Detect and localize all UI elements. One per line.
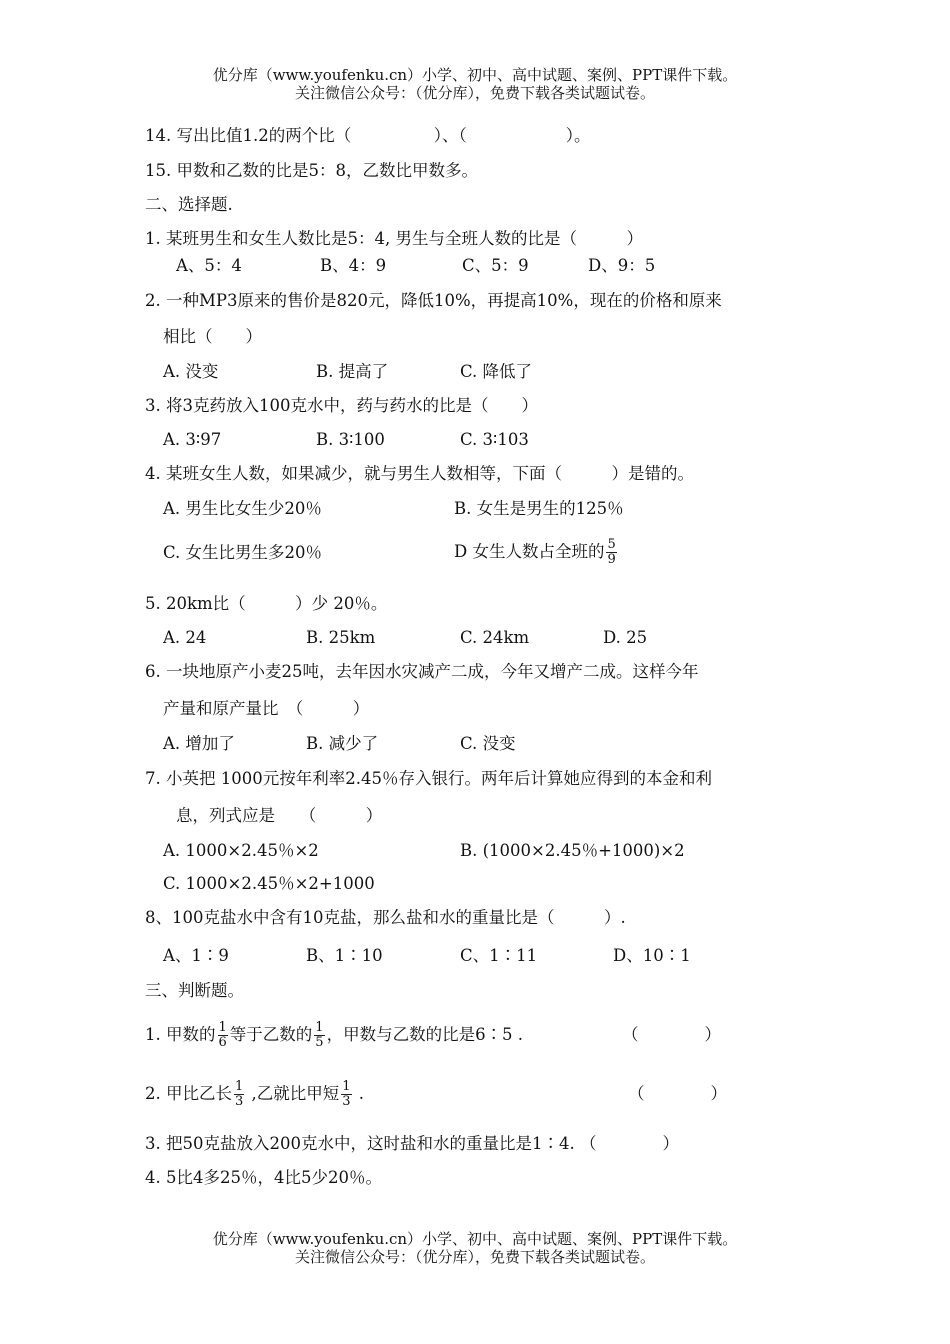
section-title-judge: 三、判断题。 [145, 981, 244, 1000]
choice-q5-option-c: C. 24km [460, 628, 530, 647]
judge-q1 [145, 1015, 523, 1055]
fraction-numerator: 1 [315, 1020, 324, 1035]
page-header [0, 66, 950, 102]
choice-q5-stem: 5. 20km比（ ）少 20％。 [145, 594, 388, 613]
fraction-denominator: 3 [342, 1094, 351, 1109]
judge-q2-text-2: ,乙就比甲短 [246, 1084, 340, 1103]
choice-q2-option-b: B. 提高了 [316, 362, 389, 381]
judge-q2-text-3: . [353, 1084, 365, 1103]
fraction-denominator: 9 [607, 552, 616, 567]
fraction-numerator: 1 [342, 1079, 351, 1094]
question-15: 15. 甲数和乙数的比是5：8，乙数比甲数多。 [145, 161, 478, 180]
fraction-denominator: 6 [218, 1035, 227, 1050]
fraction-numerator: 1 [235, 1079, 244, 1094]
page-footer [0, 1230, 950, 1266]
choice-q6-option-b: B. 减少了 [306, 734, 379, 753]
choice-q7-option-a: A. 1000×2.45％×2 [163, 841, 319, 860]
choice-q8-option-c: C、1∶11 [460, 946, 538, 965]
choice-q1-option-a: A、5：4 [176, 256, 242, 275]
choice-q2-stem: 2. 一种MP3原来的售价是820元，降低10%，再提高10%，现在的价格和原来 [145, 291, 722, 310]
choice-q1-option-b: B、4：9 [320, 256, 387, 275]
judge-q2-answer-blank: （ ） [628, 1084, 727, 1103]
choice-q1-stem: 1. 某班男生和女生人数比是5：4, 男生与全班人数的比是（ ） [145, 229, 643, 248]
judge-q4: 4. 5比4多25％，4比5少20％。 [145, 1168, 382, 1187]
choice-q7-stem-cont: 息，列式应是 （ ） [176, 806, 383, 825]
choice-q5-option-d: D. 25 [603, 628, 648, 647]
judge-q1-text-1: 1. 甲数的 [145, 1025, 216, 1044]
fraction-one-fifth [314, 1021, 324, 1050]
fraction-five-ninths [606, 538, 616, 567]
choice-q6-stem: 6. 一块地原产小麦25吨，去年因水灾减产二成，今年又增产二成。这样今年 [145, 662, 699, 681]
section-title-choice: 二、选择题. [145, 195, 233, 214]
question-14: 14. 写出比值1.2的两个比（ ）、（ ）。 [145, 126, 591, 145]
judge-q1-text-2: 等于乙数的 [229, 1025, 313, 1044]
header-line-1: 优分库（www.youfenku.cn）小学、初中、高中试题、案例、PPT课件下载。 [212, 66, 738, 84]
fraction-denominator: 3 [235, 1094, 244, 1109]
choice-q7-option-c: C. 1000×2.45％×2+1000 [163, 874, 375, 893]
choice-q7-option-b: B. (1000×2.45％+1000)×2 [460, 841, 685, 860]
judge-q1-text-3: ，甲数与乙数的比是6∶5 . [326, 1025, 524, 1044]
choice-q8-stem: 8、100克盐水中含有10克盐，那么盐和水的重量比是（ ）. [145, 908, 626, 927]
footer-line-2: 关注微信公众号：（优分库），免费下载各类试题试卷。 [294, 1248, 655, 1266]
choice-q5-option-b: B. 25km [306, 628, 376, 647]
choice-q3-option-c: C. 3∶103 [460, 430, 529, 449]
choice-q2-option-c: C. 降低了 [460, 362, 533, 381]
fraction-one-third-2 [341, 1080, 351, 1109]
choice-q4-option-b: B. 女生是男生的125％ [454, 499, 624, 518]
header-line-2: 关注微信公众号：（优分库），免费下载各类试题试卷。 [294, 84, 655, 102]
choice-q4-option-d [454, 533, 619, 571]
choice-q6-stem-cont: 产量和原产量比 （ ） [163, 699, 370, 718]
fraction-denominator: 5 [315, 1035, 324, 1050]
choice-q8-option-d: D、10∶1 [613, 946, 691, 965]
footer-line-1: 优分库（www.youfenku.cn）小学、初中、高中试题、案例、PPT课件下载。 [212, 1230, 738, 1248]
choice-q4-stem: 4. 某班女生人数，如果减少，就与男生人数相等，下面（ ）是错的。 [145, 464, 694, 483]
choice-q5-option-a: A. 24 [163, 628, 207, 647]
choice-q7-stem: 7. 小英把 1000元按年利率2.45％存入银行。两年后计算她应得到的本金和利 [145, 769, 712, 788]
fraction-one-sixth [218, 1021, 228, 1050]
fraction-numerator: 1 [218, 1020, 227, 1035]
choice-q6-option-a: A. 增加了 [163, 734, 235, 753]
choice-q1-option-c: C、5：9 [462, 256, 529, 275]
choice-q4-option-a: A. 男生比女生少20％ [163, 499, 322, 518]
judge-q2 [145, 1074, 364, 1114]
choice-q3-stem: 3. 将3克药放入100克水中，药与药水的比是（ ） [145, 396, 538, 415]
choice-q8-option-a: A、1∶9 [163, 946, 229, 965]
choice-q4-option-c: C. 女生比男生多20％ [163, 543, 323, 562]
choice-q3-option-a: A. 3∶97 [163, 430, 222, 449]
choice-q1-option-d: D、9：5 [588, 256, 656, 275]
choice-q4-option-d-text: D 女生人数占全班的 [454, 542, 605, 561]
choice-q3-option-b: B. 3∶100 [316, 430, 385, 449]
choice-q6-option-c: C. 没变 [460, 734, 516, 753]
fraction-one-third [234, 1080, 244, 1109]
judge-q3: 3. 把50克盐放入200克水中，这时盐和水的重量比是1∶4. （ ） [145, 1134, 679, 1153]
choice-q2-option-a: A. 没变 [163, 362, 219, 381]
choice-q8-option-b: B、1∶10 [306, 946, 383, 965]
fraction-numerator: 5 [607, 537, 616, 552]
judge-q2-text-1: 2. 甲比乙长 [145, 1084, 232, 1103]
choice-q2-stem-cont: 相比（ ） [163, 327, 262, 346]
judge-q1-answer-blank: （ ） [622, 1025, 721, 1044]
